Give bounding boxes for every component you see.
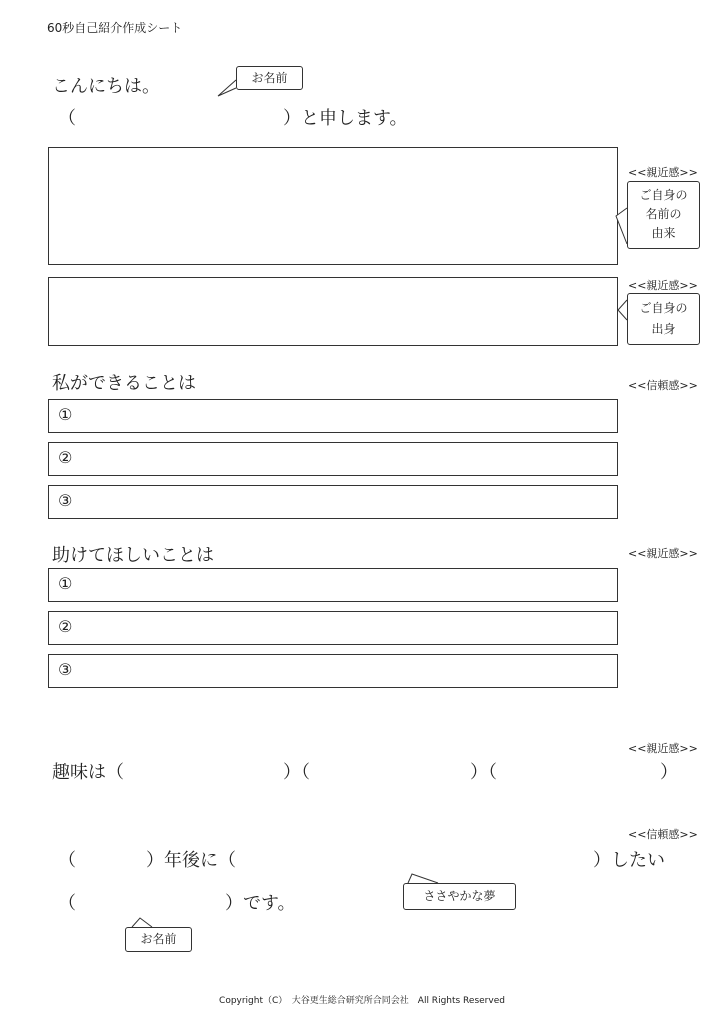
footer-copyright: Copyright（C） 大谷更生総合研究所合同会社 All Rights Reserved: [219, 996, 505, 1006]
callout-line: 名前の: [645, 207, 682, 221]
hometown-box[interactable]: [48, 277, 618, 346]
hobby-label: 趣味は（: [52, 762, 124, 783]
item-number: ②: [58, 617, 73, 636]
hobby-tag: <<親近感>>: [628, 742, 698, 755]
name-origin-box[interactable]: [48, 147, 618, 265]
greeting-hello: こんにちは。: [52, 76, 160, 97]
can-do-field-2[interactable]: [48, 442, 618, 476]
need-help-field-1[interactable]: [48, 568, 618, 602]
hobby-sep-2: ）（: [470, 762, 497, 783]
can-do-field-3[interactable]: [48, 485, 618, 519]
hobby-sep-1: ）（: [283, 762, 310, 783]
name-origin-callout-tail: [612, 208, 632, 248]
hobby-close: ）: [660, 762, 678, 783]
need-help-tag: <<親近感>>: [628, 547, 698, 560]
dream-callout-label: ささやかな夢: [423, 889, 496, 903]
item-number: ③: [58, 660, 73, 679]
dream-callout-tail: [408, 874, 448, 886]
name-origin-tag: <<親近感>>: [628, 166, 698, 179]
item-number: ②: [58, 448, 73, 467]
callout-line: ご自身の: [639, 301, 688, 315]
name-callout-tail: [218, 80, 248, 100]
need-help-field-2[interactable]: [48, 611, 618, 645]
callout-line: 出身: [651, 322, 676, 336]
hometown-tag: <<親近感>>: [628, 279, 698, 292]
hometown-callout: [627, 293, 700, 345]
greeting-open-paren: （: [58, 108, 76, 129]
dream-tag: <<信頼感>>: [628, 828, 698, 841]
dream-want-to: ）したい: [593, 850, 665, 871]
need-help-heading: 助けてほしいことは: [52, 545, 214, 566]
hometown-callout-tail: [612, 300, 632, 330]
can-do-tag: <<信頼感>>: [628, 379, 698, 392]
can-do-field-1[interactable]: [48, 399, 618, 433]
dream-open: （: [58, 850, 76, 871]
greeting-name-suffix: ）と申します。: [283, 108, 408, 129]
bottom-name-callout-label: お名前: [140, 932, 177, 946]
sheet-title: 60秒自己紹介作成シート: [47, 21, 183, 35]
bottom-name-callout-tail: [132, 918, 162, 930]
callout-line: 由来: [651, 226, 676, 240]
name-callout-label: お名前: [251, 71, 288, 85]
can-do-heading: 私ができることは: [52, 373, 196, 394]
item-number: ③: [58, 491, 73, 510]
item-number: ①: [58, 405, 73, 424]
dream-years-after: ）年後に（: [146, 850, 236, 871]
need-help-field-3[interactable]: [48, 654, 618, 688]
name-origin-callout: [627, 181, 700, 249]
bottom-name-callout: [125, 927, 192, 952]
dream-callout: [403, 883, 516, 910]
callout-line: ご自身の: [639, 188, 688, 202]
dream-open-2: （: [58, 893, 76, 914]
item-number: ①: [58, 574, 73, 593]
dream-desu: ）です。: [225, 893, 296, 914]
